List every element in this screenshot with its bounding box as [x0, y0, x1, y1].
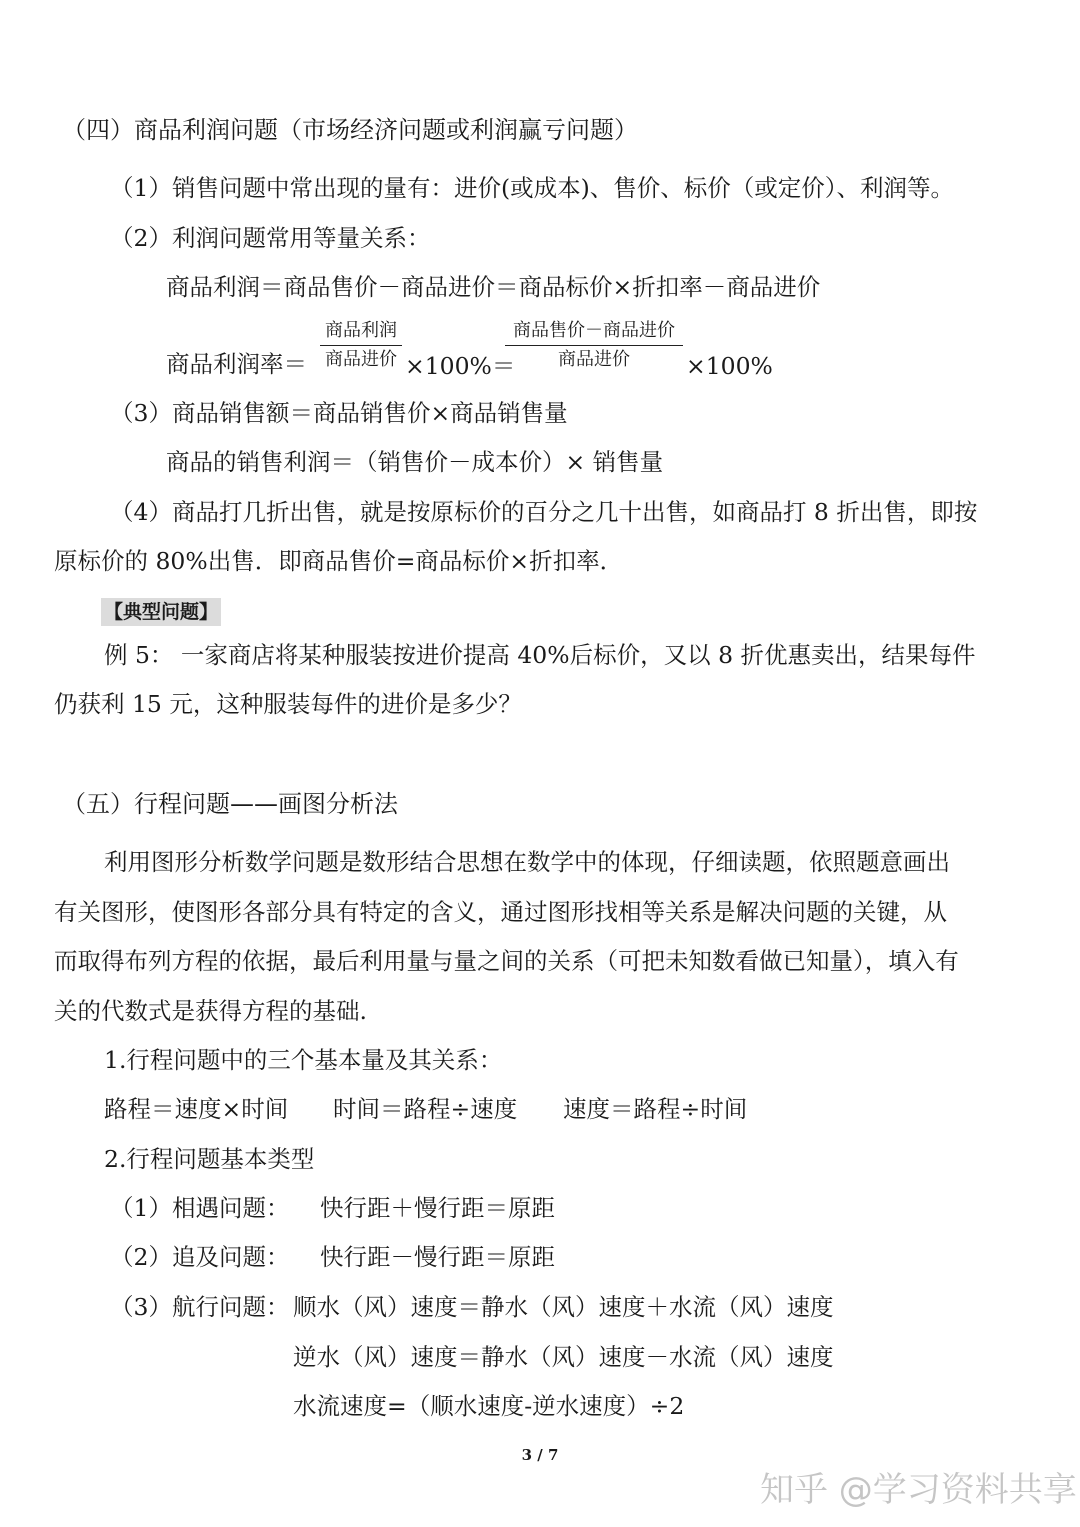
intro-line-4: 关的代数式是获得方程的基础.: [54, 997, 367, 1025]
paragraph-discount-1: （4）商品打几折出售，就是按原标价的百分之几十出售，如商品打 8 折出售，即按: [110, 498, 978, 526]
fraction-1-denominator: 商品进价: [325, 349, 397, 370]
navigation-formula-3: 水流速度=（顺水速度-逆水速度）÷2: [293, 1392, 685, 1420]
formula-profit: 商品利润＝商品售价－商品进价＝商品标价×折扣率－商品进价: [166, 273, 821, 301]
fraction-2: [505, 320, 683, 371]
type-chasing-label: （2）追及问题：: [110, 1243, 290, 1271]
intro-line-2: 有关图形，使图形各部分具有特定的含义，通过图形找相等关系是解决问题的关键，从: [54, 898, 947, 926]
intro-line-3: 而取得布列方程的依据，最后利用量与量之间的关系（可把未知数看做已知量），填入有: [54, 947, 959, 975]
fraction-1-numerator: 商品利润: [320, 320, 402, 346]
paragraph-profit-relations: （2）利润问题常用等量关系：: [110, 224, 431, 252]
section5-heading: （五）行程问题——画图分析法: [62, 790, 398, 818]
typical-problem-tag: 【典型问题】: [101, 598, 221, 626]
relation-speed: 速度＝路程÷时间: [563, 1095, 748, 1123]
type-meeting-formula: 快行距＋慢行距＝原距: [320, 1194, 555, 1222]
item-2-heading: 2.行程问题基本类型: [104, 1145, 315, 1173]
paragraph-sales-profit: 商品的销售利润＝（销售价－成本价）× 销售量: [166, 448, 664, 476]
example-5-line-1: 例 5： 一家商店将某种服装按进价提高 40%后标价，又以 8 折优惠卖出，结果每件: [104, 641, 976, 669]
relation-time: 时间＝路程÷速度: [333, 1095, 518, 1123]
relation-distance: 路程＝速度×时间: [104, 1095, 289, 1123]
type-meeting-label: （1）相遇问题：: [110, 1194, 290, 1222]
profit-rate-mid: ×100%＝: [405, 352, 516, 380]
profit-rate-tail: ×100%: [686, 352, 773, 380]
paragraph-discount-2: 原标价的 80%出售．即商品售价=商品标价×折扣率．: [54, 547, 624, 575]
type-chasing-formula: 快行距－慢行距＝原距: [320, 1243, 555, 1271]
example-5-line-2: 仍获利 15 元，这种服装每件的进价是多少？: [54, 690, 522, 718]
profit-rate-label: 商品利润率＝: [166, 350, 307, 378]
navigation-formula-1: 顺水（风）速度＝静水（风）速度＋水流（风）速度: [293, 1293, 834, 1321]
intro-line-1: 利用图形分析数学问题是数形结合思想在数学中的体现，仔细读题，依照题意画出: [104, 848, 950, 876]
paragraph-sales-amount: （3）商品销售额＝商品销售价×商品销售量: [110, 399, 568, 427]
section4-heading: （四）商品利润问题（市场经济问题或利润赢亏问题）: [62, 116, 638, 144]
navigation-formula-2: 逆水（风）速度＝静水（风）速度－水流（风）速度: [293, 1343, 834, 1371]
fraction-2-numerator: 商品售价－商品进价: [505, 320, 683, 346]
type-navigation-label: （3）航行问题：: [110, 1293, 290, 1321]
watermark: 知乎 @学习资料共享: [760, 1470, 1077, 1510]
fraction-1: [320, 320, 402, 371]
item-1-heading: 1.行程问题中的三个基本量及其关系：: [104, 1046, 503, 1074]
fraction-2-denominator: 商品进价: [558, 349, 630, 370]
paragraph-sales-quantities: （1）销售问题中常出现的量有：进价(或成本)、售价、标价（或定价）、利润等。: [110, 174, 955, 202]
page-number: 3 / 7: [521, 1446, 559, 1464]
